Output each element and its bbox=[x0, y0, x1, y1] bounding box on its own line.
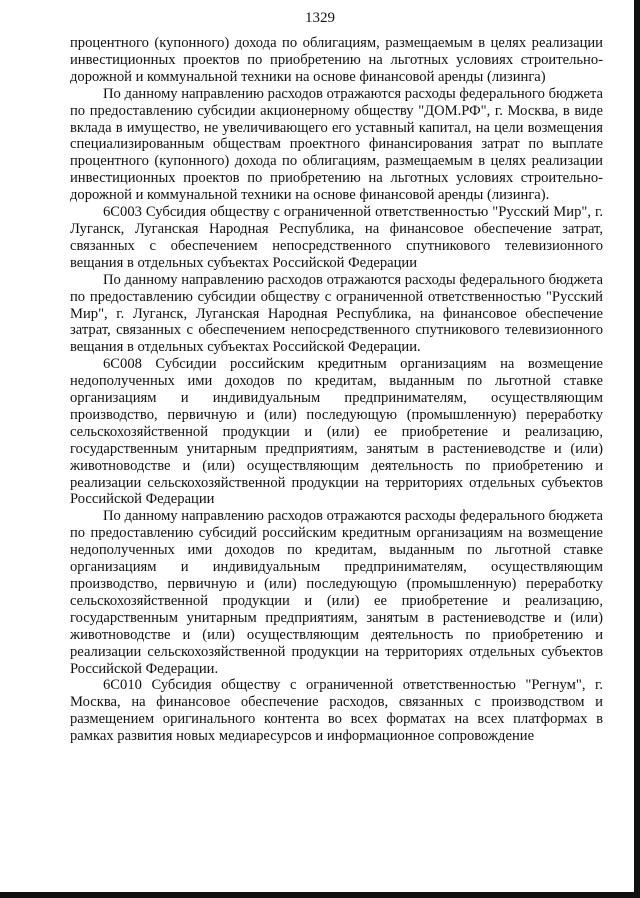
page-number: 1329 bbox=[305, 10, 335, 26]
paragraph-description-dom-rf: По данному направлению расходов отражаются расходы федерального бюджета по предоставлению субсидии акционерному обществу "ДОМ.РФ", г. Москва, в виде вклада в имущество, не увеличивающего его уставный капитал, на цели возмещения специализированным обществам проектного финансирования затрат по выплате процентного (купонного) дохода по облигациям, размещаемым в целях реализации инвестиционных проектов по приобретению на льготных условиях строительно-дорожной и коммунальной техники на основе финансовой аренды (лизинга). bbox=[70, 85, 603, 204]
paragraph-heading-6c003: 6С003 Субсидия обществу с ограниченной ответственностью "Русский Мир", г. Луганск, Луганская Народная Республика, на финансовое обеспечение затрат, связанных с обеспечением непосредственного спутникового телевизионного вещания в отдельных субъектах Российской Федерации bbox=[70, 204, 603, 271]
paragraph-heading-6c008: 6С008 Субсидии российским кредитным организациям на возмещение недополученных ими доходов по кредитам, выданным по льготной ставке организациям и индивидуальным предпринимателям, осуществляющим производство, первичную и (или) последующую (промышленную) переработку сельскохозяйственной продукции и (или) ее приобретение и реализацию, государственным унитарным предприятиям, занятым в растениеводстве и (или) животноводстве и (или) осуществляющим деятельность по приобретению и реализации сельскохозяйственной продукции на территориях отдельных субъектов Российской Федерации bbox=[70, 356, 603, 508]
paragraph-heading-6c010: 6С010 Субсидия обществу с ограниченной ответственностью "Регнум", г. Москва, на финансовое обеспечение расходов, связанных с производством и размещением оригинального контента во всех форматах на всех платформах в рамках развития новых медиаресурсов и информационное сопровождение bbox=[70, 677, 603, 745]
document-body bbox=[70, 35, 603, 745]
scan-edge-bottom bbox=[0, 892, 640, 898]
paragraph-description-6c003: По данному направлению расходов отражаются расходы федерального бюджета по предоставлению субсидии обществу с ограниченной ответственностью "Русский Мир", г. Луганск, Луганская Народная Республика, на финансовое обеспечение затрат, связанных с обеспечением непосредственного спутникового телевизионного вещания в отдельных субъектах Российской Федерации. bbox=[70, 271, 603, 356]
paragraph-description-6c008: По данному направлению расходов отражаются расходы федерального бюджета по предоставлению субсидий российским кредитным организациям на возмещение недополученных ими доходов по кредитам, выданным по льготной ставке организациям и индивидуальным предпринимателям, осуществляющим производство, первичную и (или) последующую (промышленную) переработку сельскохозяйственной продукции и (или) ее приобретение и реализацию, государственным унитарным предприятиям, занятым в растениеводстве и (или) животноводстве и (или) осуществляющим деятельность по приобретению и реализации сельскохозяйственной продукции на территориях отдельных субъектов Российской Федерации. bbox=[70, 508, 603, 677]
paragraph-continuation: процентного (купонного) дохода по облигациям, размещаемым в целях реализации инвестиционных проектов по приобретению на льготных условиях строительно-дорожной и коммунальной техники на основе финансовой аренды (лизинга) bbox=[70, 35, 603, 85]
scan-edge-right bbox=[634, 0, 640, 898]
